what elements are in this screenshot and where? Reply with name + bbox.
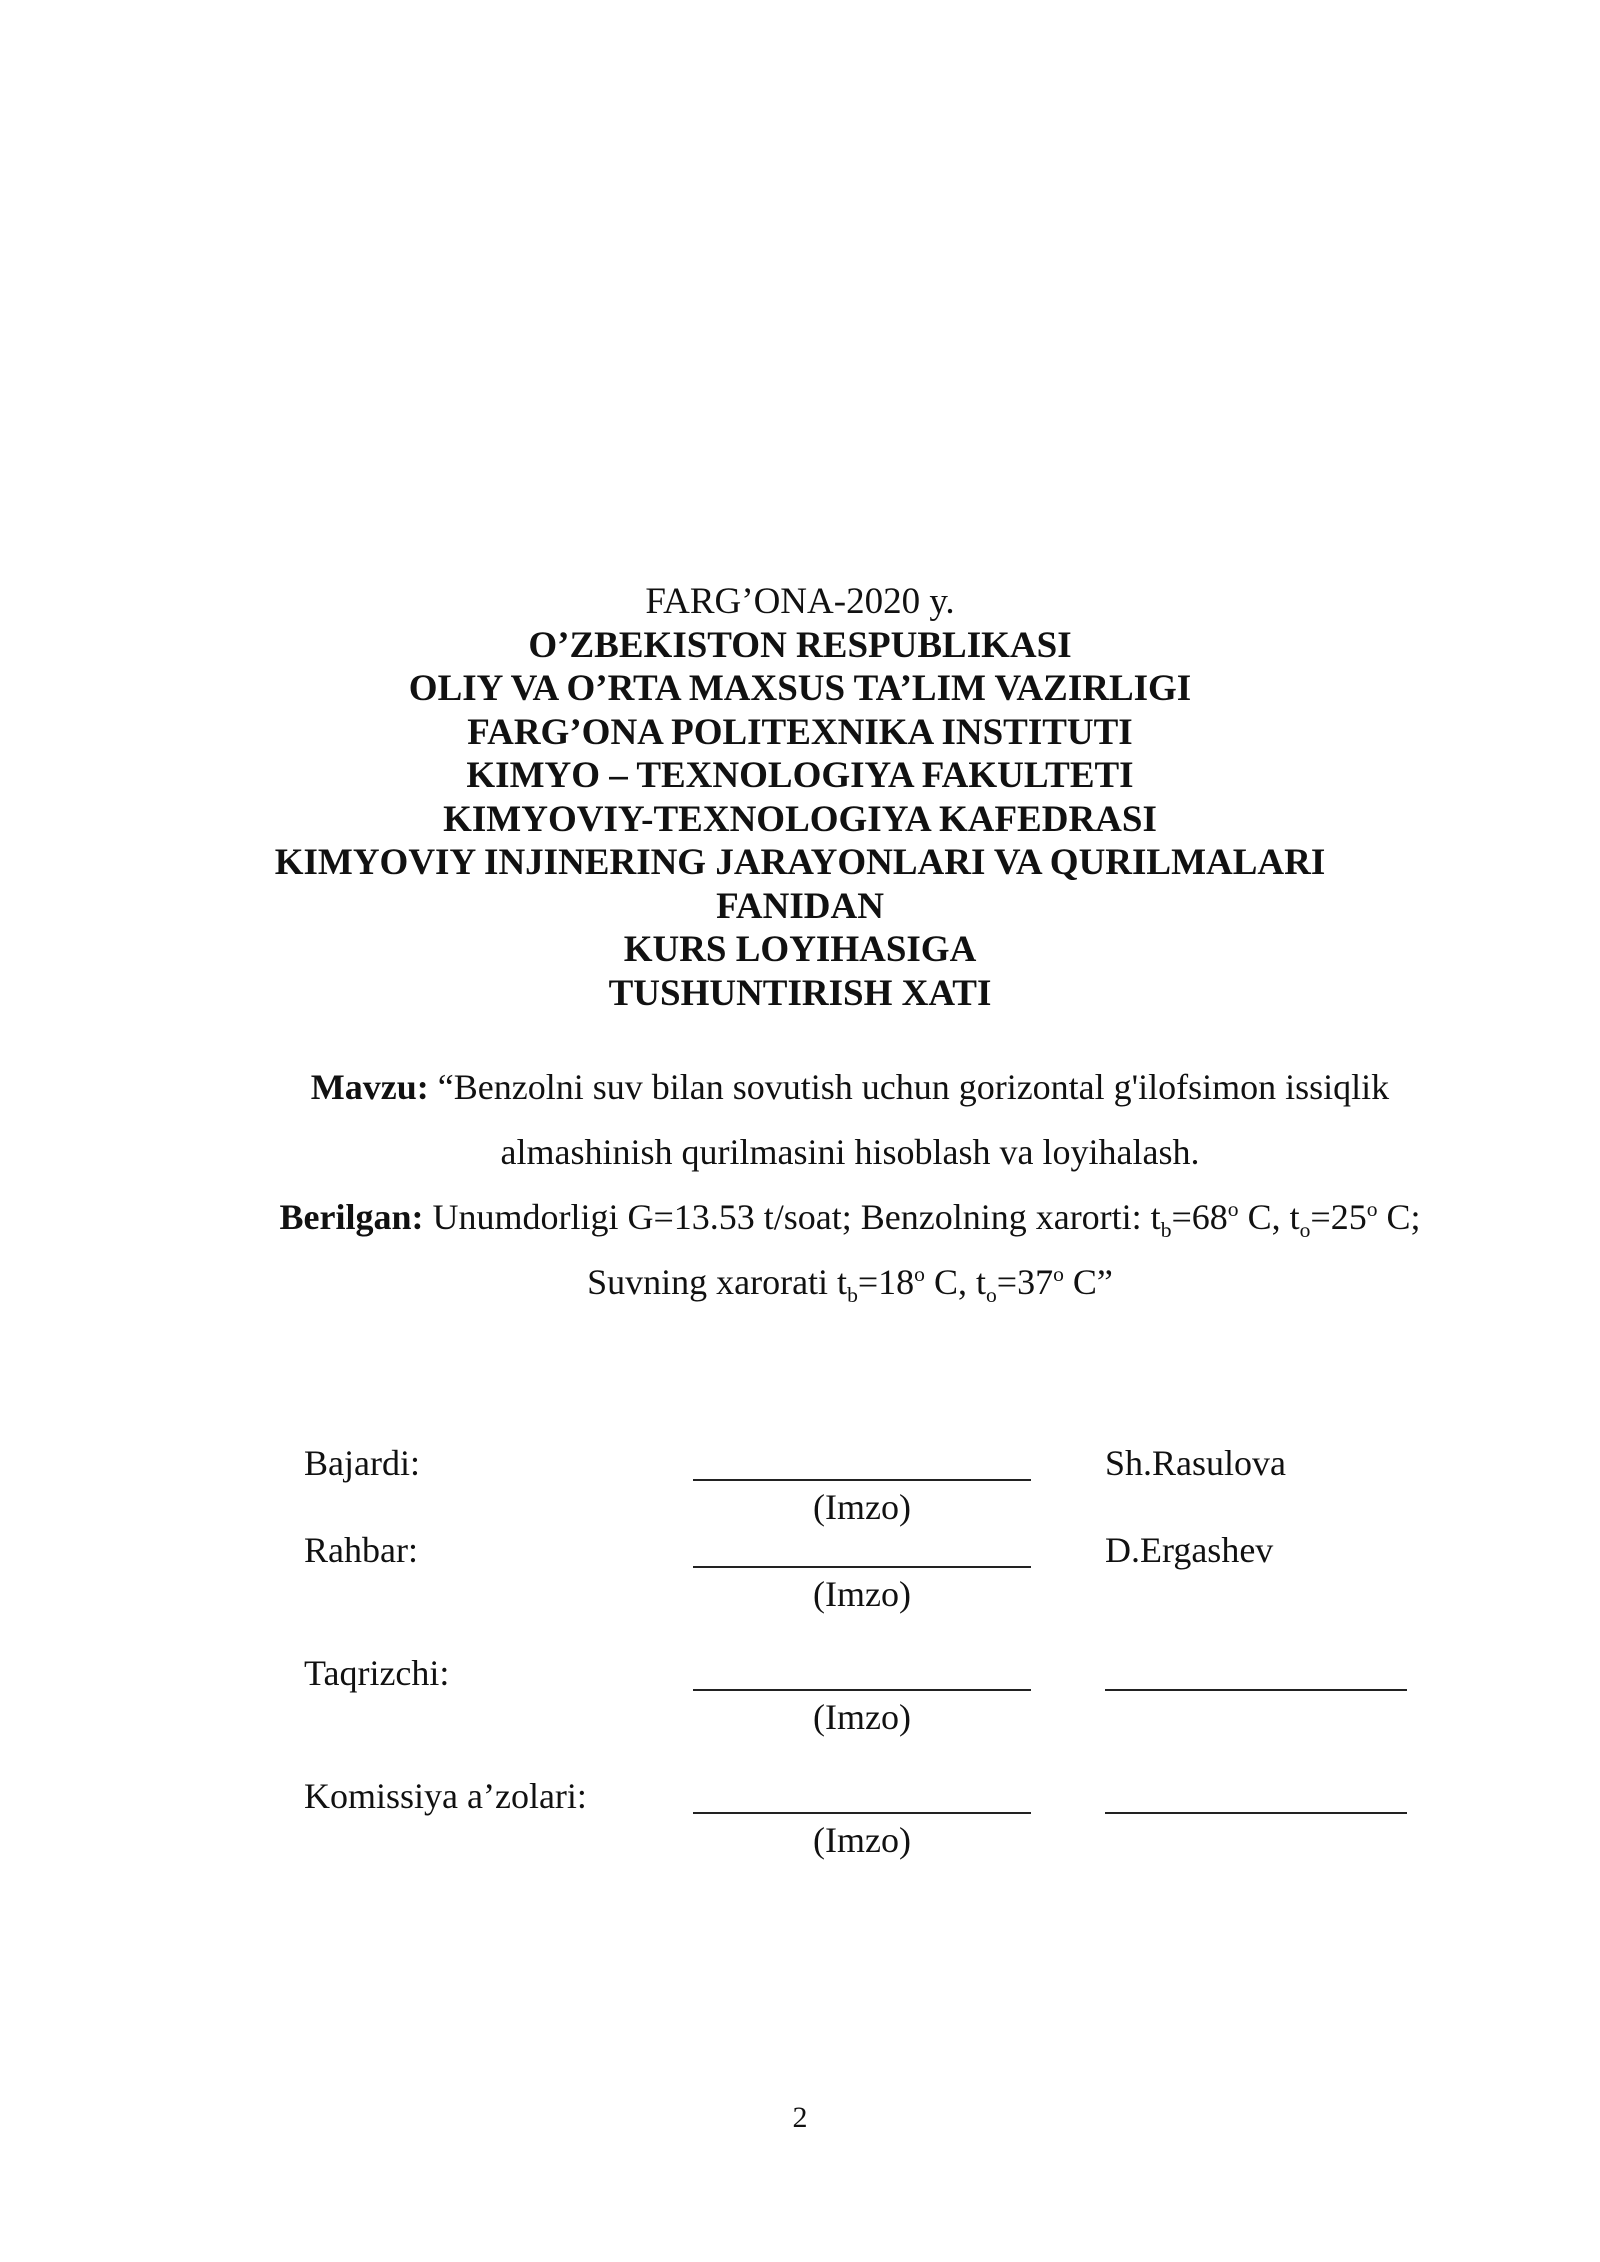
signature-row-performer [0, 1441, 1600, 1485]
water-temp-end: =37 [996, 1262, 1054, 1302]
topic-text-1: “Benzolni suv bilan sovutish uchun gorizontal g'ilofsimon issiqlik [428, 1067, 1390, 1107]
ministry-heading: OLIY VA O’RTA MAXSUS TA’LIM VAZIRLIGI [408, 668, 1192, 709]
performer-label: Bajardi: [304, 1443, 420, 1483]
signature-caption: (Imzo) [813, 1697, 911, 1737]
signature-line [693, 1441, 1031, 1481]
signature-row-reviewer [0, 1651, 1600, 1695]
signature-line [693, 1651, 1031, 1691]
sub-b: b [1160, 1218, 1172, 1243]
given-label: Berilgan: [279, 1197, 424, 1237]
signature-line [693, 1774, 1031, 1814]
unit-c: C; [1377, 1197, 1421, 1237]
performer-name: Sh.Rasulova [1105, 1443, 1287, 1483]
benzene-temp-end: =25 [1310, 1197, 1367, 1237]
given-line-1 [200, 1185, 1500, 1250]
supervisor-label: Rahbar: [304, 1530, 418, 1570]
degree-mark: o [1227, 1197, 1239, 1221]
unit-c: C” [1063, 1262, 1113, 1302]
water-temp-text: Suvning xarorati t [587, 1262, 848, 1302]
unit-c: C, t [924, 1262, 986, 1302]
faculty-heading: KIMYO – TEXNOLOGIYA FAKULTETI [466, 755, 1134, 796]
degree-mark: o [914, 1262, 925, 1286]
sub-b: b [847, 1283, 858, 1308]
signature-caption: (Imzo) [813, 1820, 911, 1860]
city-year: FARG’ONA-2020 y. [645, 581, 955, 622]
republic-heading: O’ZBEKISTON RESPUBLIKASI [528, 624, 1072, 666]
sub-o: o [985, 1283, 997, 1308]
given-line-2 [200, 1250, 1500, 1315]
topic-section [200, 1055, 1500, 1315]
unit-c: C, t [1238, 1197, 1300, 1237]
institute-heading: FARG’ONA POLITEXNIKA INSTITUTI [467, 711, 1133, 753]
topic-label: Mavzu: [310, 1067, 429, 1107]
signature-caption: (Imzo) [813, 1574, 911, 1614]
water-temp-start: =18 [857, 1262, 915, 1302]
reviewer-label: Taqrizchi: [304, 1653, 450, 1693]
signature-row-commission [0, 1774, 1600, 1818]
signature-caption: (Imzo) [813, 1487, 911, 1527]
project-heading: KURS LOYIHASIGA [623, 929, 977, 970]
topic-line-2: almashinish qurilmasini hisoblash va loyihalash. [500, 1132, 1200, 1172]
signature-line [693, 1528, 1031, 1568]
subject-heading-cont: FANIDAN [716, 885, 884, 927]
title-block [0, 580, 1600, 1015]
topic-line-1 [200, 1055, 1500, 1120]
department-heading: KIMYOVIY-TEXNOLOGIYA KAFEDRASI [443, 798, 1157, 840]
benzene-temp-start: =68 [1171, 1197, 1228, 1237]
document-type-heading: TUSHUNTIRISH XATI [608, 972, 992, 1014]
subject-heading: KIMYOVIY INJINERING JARAYONLARI VA QURILMALARI [274, 842, 1326, 883]
commission-label: Komissiya a’zolari: [304, 1776, 587, 1816]
supervisor-name: D.Ergashev [1105, 1530, 1274, 1570]
degree-mark: o [1053, 1262, 1064, 1286]
given-productivity: Unumdorligi G=13.53 t/soat; Benzolning xarorti: t [423, 1197, 1161, 1237]
signature-row-supervisor [0, 1528, 1600, 1572]
name-line [1105, 1774, 1407, 1814]
page-number: 2 [792, 2101, 808, 2134]
sub-o: o [1299, 1218, 1311, 1243]
name-line [1105, 1651, 1407, 1691]
degree-mark: o [1366, 1197, 1378, 1221]
